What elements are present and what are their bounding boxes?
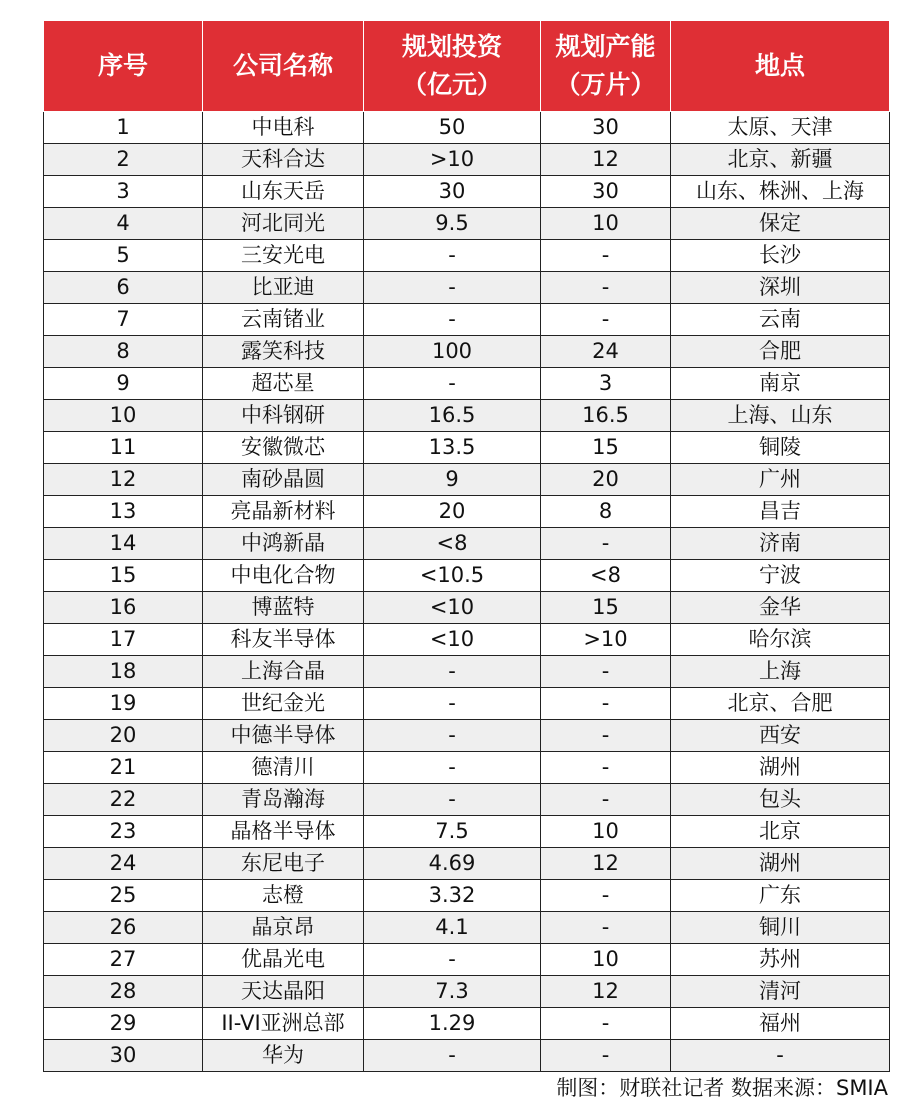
cell-index: 4	[44, 208, 203, 240]
table-row	[44, 688, 890, 720]
cell-company-name: 科友半导体	[203, 624, 364, 656]
table-body	[44, 112, 890, 1072]
cell-capacity: 10	[541, 208, 671, 240]
table-header-row	[44, 21, 890, 112]
cell-capacity: 12	[541, 848, 671, 880]
header-text-line: 规划产能	[555, 32, 656, 61]
cell-investment: -	[364, 944, 541, 976]
table-row	[44, 880, 890, 912]
table-row	[44, 368, 890, 400]
cell-index: 15	[44, 560, 203, 592]
cell-index: 3	[44, 176, 203, 208]
cell-investment: -	[364, 656, 541, 688]
cell-company-name: 河北同光	[203, 208, 364, 240]
cell-index: 25	[44, 880, 203, 912]
cell-capacity: -	[541, 1008, 671, 1040]
header-text-line: 序号	[97, 51, 148, 80]
table-row	[44, 752, 890, 784]
cell-capacity: 24	[541, 336, 671, 368]
cell-capacity: -	[541, 688, 671, 720]
cell-location: 北京	[671, 816, 890, 848]
cell-investment: <10.5	[364, 560, 541, 592]
cell-capacity: -	[541, 912, 671, 944]
table-row	[44, 944, 890, 976]
cell-company-name: 中鸿新晶	[203, 528, 364, 560]
cell-company-name: 云南锗业	[203, 304, 364, 336]
cell-investment: 20	[364, 496, 541, 528]
cell-location: -	[671, 1040, 890, 1072]
header-text-line: （亿元）	[401, 70, 502, 99]
cell-investment: -	[364, 688, 541, 720]
cell-index: 30	[44, 1040, 203, 1072]
cell-location: 昌吉	[671, 496, 890, 528]
cell-company-name: 露笑科技	[203, 336, 364, 368]
cell-capacity: 3	[541, 368, 671, 400]
cell-index: 8	[44, 336, 203, 368]
cell-investment: >10	[364, 144, 541, 176]
cell-company-name: 三安光电	[203, 240, 364, 272]
cell-location: 包头	[671, 784, 890, 816]
cell-location: 宁波	[671, 560, 890, 592]
header-text-line: 地点	[754, 51, 805, 80]
cell-capacity: 15	[541, 432, 671, 464]
table-row	[44, 592, 890, 624]
cell-location: 北京、合肥	[671, 688, 890, 720]
table-row	[44, 560, 890, 592]
cell-capacity: 30	[541, 112, 671, 144]
cell-investment: -	[364, 752, 541, 784]
cell-investment: -	[364, 368, 541, 400]
cell-location: 苏州	[671, 944, 890, 976]
cell-location: 广州	[671, 464, 890, 496]
table-row	[44, 912, 890, 944]
header-planned-investment	[364, 21, 541, 112]
table-row	[44, 528, 890, 560]
cell-capacity: 16.5	[541, 400, 671, 432]
cell-company-name: 东尼电子	[203, 848, 364, 880]
cell-location: 金华	[671, 592, 890, 624]
cell-index: 6	[44, 272, 203, 304]
cell-investment: 50	[364, 112, 541, 144]
cell-capacity: -	[541, 880, 671, 912]
cell-index: 21	[44, 752, 203, 784]
cell-location: 西安	[671, 720, 890, 752]
table-row	[44, 208, 890, 240]
cell-investment: 30	[364, 176, 541, 208]
data-table-container	[43, 20, 889, 1072]
cell-index: 17	[44, 624, 203, 656]
cell-location: 广东	[671, 880, 890, 912]
cell-investment: 3.32	[364, 880, 541, 912]
cell-investment: -	[364, 272, 541, 304]
table-row	[44, 1008, 890, 1040]
cell-capacity: -	[541, 272, 671, 304]
header-location	[671, 21, 890, 112]
cell-company-name: 安徽微芯	[203, 432, 364, 464]
table-row	[44, 432, 890, 464]
table-row	[44, 624, 890, 656]
cell-capacity: <8	[541, 560, 671, 592]
cell-location: 哈尔滨	[671, 624, 890, 656]
cell-location: 保定	[671, 208, 890, 240]
cell-location: 南京	[671, 368, 890, 400]
cell-capacity: 10	[541, 944, 671, 976]
table-row	[44, 112, 890, 144]
cell-company-name: 世纪金光	[203, 688, 364, 720]
cell-index: 14	[44, 528, 203, 560]
cell-index: 29	[44, 1008, 203, 1040]
cell-investment: 4.69	[364, 848, 541, 880]
cell-investment: <10	[364, 624, 541, 656]
table-row	[44, 144, 890, 176]
cell-capacity: 15	[541, 592, 671, 624]
table-row	[44, 784, 890, 816]
cell-location: 北京、新疆	[671, 144, 890, 176]
table-row	[44, 400, 890, 432]
cell-location: 湖州	[671, 848, 890, 880]
cell-location: 深圳	[671, 272, 890, 304]
cell-company-name: 天达晶阳	[203, 976, 364, 1008]
table-row	[44, 976, 890, 1008]
cell-investment: <8	[364, 528, 541, 560]
cell-capacity: -	[541, 528, 671, 560]
cell-index: 13	[44, 496, 203, 528]
table-row	[44, 176, 890, 208]
cell-index: 2	[44, 144, 203, 176]
cell-capacity: 8	[541, 496, 671, 528]
header-text-line: 公司名称	[232, 51, 333, 80]
cell-location: 铜川	[671, 912, 890, 944]
cell-company-name: 上海合晶	[203, 656, 364, 688]
cell-location: 山东、株洲、上海	[671, 176, 890, 208]
cell-investment: 13.5	[364, 432, 541, 464]
cell-company-name: 德清川	[203, 752, 364, 784]
cell-capacity: -	[541, 240, 671, 272]
cell-location: 上海	[671, 656, 890, 688]
cell-company-name: 中电科	[203, 112, 364, 144]
cell-capacity: -	[541, 1040, 671, 1072]
table-row	[44, 496, 890, 528]
cell-investment: 100	[364, 336, 541, 368]
cell-capacity: -	[541, 752, 671, 784]
cell-investment: -	[364, 1040, 541, 1072]
cell-index: 10	[44, 400, 203, 432]
cell-index: 26	[44, 912, 203, 944]
cell-investment: 7.5	[364, 816, 541, 848]
header-company-name	[203, 21, 364, 112]
cell-location: 太原、天津	[671, 112, 890, 144]
cell-investment: -	[364, 784, 541, 816]
company-investment-table	[43, 20, 890, 1072]
cell-company-name: 晶格半导体	[203, 816, 364, 848]
cell-index: 19	[44, 688, 203, 720]
table-row	[44, 336, 890, 368]
cell-index: 11	[44, 432, 203, 464]
cell-location: 福州	[671, 1008, 890, 1040]
header-text-line: （万片）	[555, 70, 656, 99]
cell-capacity: -	[541, 784, 671, 816]
table-row	[44, 272, 890, 304]
cell-capacity: 12	[541, 144, 671, 176]
cell-investment: 9.5	[364, 208, 541, 240]
cell-investment: -	[364, 240, 541, 272]
cell-capacity: 30	[541, 176, 671, 208]
cell-investment: 1.29	[364, 1008, 541, 1040]
cell-investment: 7.3	[364, 976, 541, 1008]
cell-investment: 4.1	[364, 912, 541, 944]
cell-company-name: 亮晶新材料	[203, 496, 364, 528]
cell-capacity: -	[541, 304, 671, 336]
table-row	[44, 720, 890, 752]
cell-location: 清河	[671, 976, 890, 1008]
cell-investment: <10	[364, 592, 541, 624]
cell-company-name: 中德半导体	[203, 720, 364, 752]
header-planned-capacity	[541, 21, 671, 112]
cell-capacity: 10	[541, 816, 671, 848]
cell-location: 铜陵	[671, 432, 890, 464]
cell-investment: 9	[364, 464, 541, 496]
cell-company-name: 晶京昂	[203, 912, 364, 944]
source-caption: 制图：财联社记者 数据来源：SMIA	[556, 1076, 888, 1100]
cell-company-name: 南砂晶圆	[203, 464, 364, 496]
table-row	[44, 656, 890, 688]
cell-company-name: 博蓝特	[203, 592, 364, 624]
cell-location: 云南	[671, 304, 890, 336]
cell-company-name: 志橙	[203, 880, 364, 912]
cell-index: 22	[44, 784, 203, 816]
table-row	[44, 240, 890, 272]
cell-index: 23	[44, 816, 203, 848]
table-row	[44, 848, 890, 880]
cell-capacity: 12	[541, 976, 671, 1008]
cell-location: 长沙	[671, 240, 890, 272]
table-row	[44, 1040, 890, 1072]
cell-company-name: 华为	[203, 1040, 364, 1072]
cell-index: 9	[44, 368, 203, 400]
cell-company-name: 天科合达	[203, 144, 364, 176]
cell-location: 上海、山东	[671, 400, 890, 432]
header-text-line: 规划投资	[401, 32, 502, 61]
cell-index: 5	[44, 240, 203, 272]
cell-company-name: 中电化合物	[203, 560, 364, 592]
cell-company-name: 优晶光电	[203, 944, 364, 976]
cell-investment: -	[364, 720, 541, 752]
table-row	[44, 816, 890, 848]
cell-company-name: 比亚迪	[203, 272, 364, 304]
cell-index: 1	[44, 112, 203, 144]
cell-company-name: 青岛瀚海	[203, 784, 364, 816]
table-row	[44, 304, 890, 336]
cell-company-name: II-VI亚洲总部	[203, 1008, 364, 1040]
cell-location: 济南	[671, 528, 890, 560]
cell-location: 湖州	[671, 752, 890, 784]
cell-location: 合肥	[671, 336, 890, 368]
cell-company-name: 超芯星	[203, 368, 364, 400]
header-index	[44, 21, 203, 112]
cell-index: 28	[44, 976, 203, 1008]
cell-capacity: 20	[541, 464, 671, 496]
cell-investment: -	[364, 304, 541, 336]
cell-index: 12	[44, 464, 203, 496]
cell-capacity: >10	[541, 624, 671, 656]
cell-capacity: -	[541, 656, 671, 688]
cell-index: 20	[44, 720, 203, 752]
cell-company-name: 中科钢研	[203, 400, 364, 432]
cell-index: 7	[44, 304, 203, 336]
table-row	[44, 464, 890, 496]
cell-index: 27	[44, 944, 203, 976]
cell-investment: 16.5	[364, 400, 541, 432]
cell-company-name: 山东天岳	[203, 176, 364, 208]
cell-capacity: -	[541, 720, 671, 752]
cell-index: 24	[44, 848, 203, 880]
cell-index: 16	[44, 592, 203, 624]
cell-index: 18	[44, 656, 203, 688]
